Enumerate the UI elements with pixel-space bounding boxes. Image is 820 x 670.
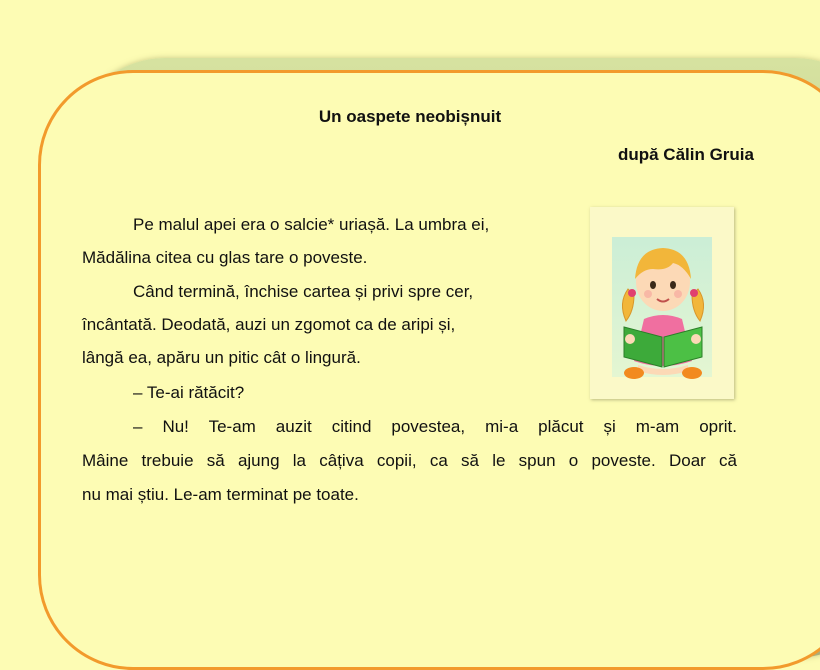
text-line: lângă ea, apăru un pitic cât o lingură. [82,348,361,367]
illustration-frame [590,207,734,399]
text-line: nu mai știu. Le-am terminat pe toate. [82,485,359,504]
text-line: – Te-ai rătăcit? [133,383,245,402]
girl-reading-book-icon [608,227,718,387]
text-line: Mâine trebuie să ajung la câțiva copii, ca să le spun o poveste. Doar că [82,451,737,470]
story-title: Un oaspete neobișnuit [318,107,502,126]
story-author: după Călin Gruia [617,145,754,164]
text-line: Pe malul apei era o salcie* uriașă. La umbra ei, [133,215,490,234]
text-line: – Nu! Te-am auzit citind povestea, mi-a plăcut și m-am oprit. [133,417,737,436]
text-line: Când termină, închise cartea și privi spre cer, [133,282,474,301]
text-line: încântată. Deodată, auzi un zgomot ca de aripi și, [82,315,456,334]
text-line: Mădălina citea cu glas tare o poveste. [82,248,368,267]
